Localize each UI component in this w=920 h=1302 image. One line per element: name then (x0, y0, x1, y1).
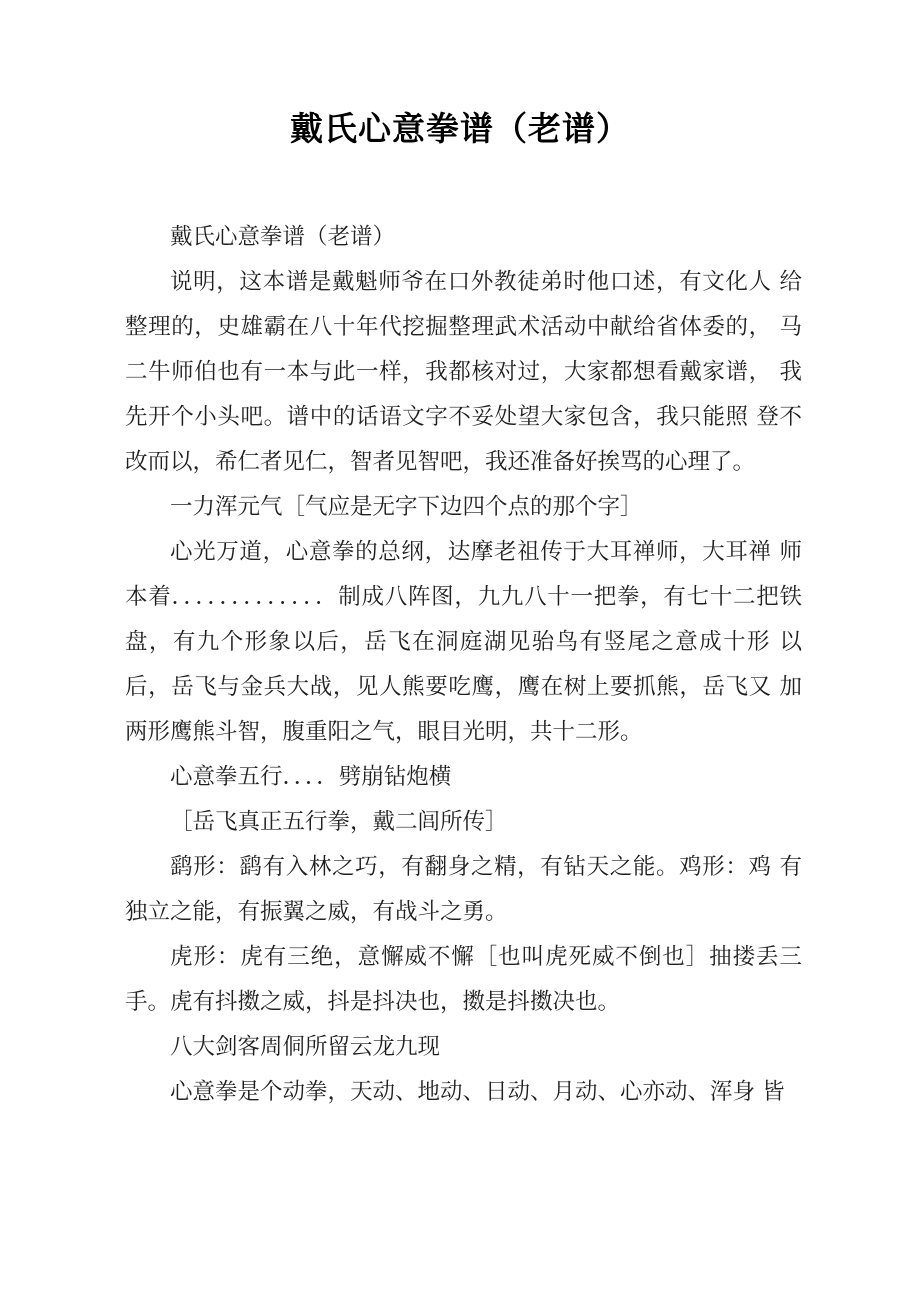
paragraph: 戴氏心意拳谱（老谱） (170, 224, 396, 251)
paragraph: 鹞形：鹞有入林之巧，有翻身之精，有钻天之能。鸡形：鸡 有独立之能，有振翼之威，有战斗之勇。 (125, 854, 802, 926)
paragraph: 八大剑客周侗所留云龙九现 (170, 1034, 441, 1061)
document-body (0, 215, 920, 1115)
paragraph: 心光万道，心意拳的总纲，达摩老祖传于大耳禅师，大耳禅 师本着．．．．．．．．．．．．．制成八阵图，九九八十一把拳，有七十二把铁盘，有九个形象以后，岳飞在洞庭湖见骀鸟有竖尾之意成十形 以后，岳飞与金兵大战，见人熊要吃鹰，鹰在树上要抓熊，岳飞又 加两形鹰熊斗智，腹重阳之气，眼目光明，共十二形。 (125, 539, 802, 746)
paragraph: 心意拳是个动拳，天动、地动、日动、月动、心亦动、浑身 皆 (170, 1079, 785, 1106)
paragraph: 虎形：虎有三绝，意懈威不懈［也叫虎死威不倒也］抽搂丢三手。虎有抖擞之威，抖是抖决也，擞是抖擞决也。 (125, 944, 802, 1016)
paragraph: 一力浑元气［气应是无字下边四个点的那个字］ (170, 494, 643, 521)
paragraph: 心意拳五行．．．．劈崩钻炮横 (170, 764, 452, 791)
paragraph: ［岳飞真正五行拳，戴二闾所传］ (170, 809, 508, 836)
paragraph: 说明，这本谱是戴魁师爷在口外教徒弟时他口述，有文化人 给整理的，史雄霸在八十年代挖掘整理武术活动中献给省体委的， 马二牛师伯也有一本与此一样，我都核对过，大家都想看戴家谱， 我先开个小头吧。谱中的话语文字不妥处望大家包含，我只能照 登不改而以，希仁者见仁，智者见智吧，我还准备好挨骂的心理了。 (125, 269, 802, 476)
page-title: 戴氏心意拳谱（老谱） (290, 109, 630, 148)
